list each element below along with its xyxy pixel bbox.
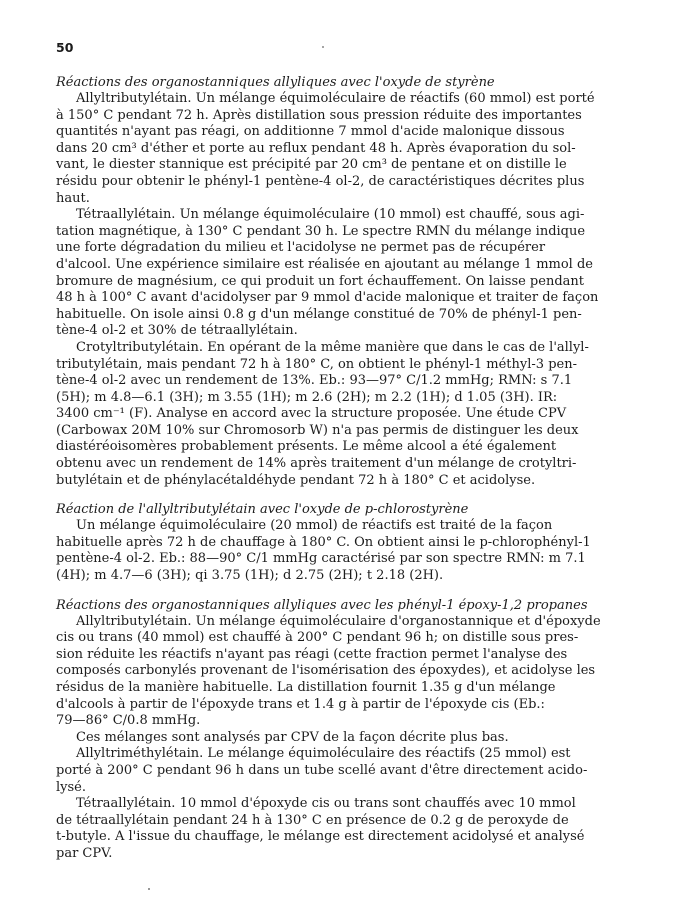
text-line: tributylétain, mais pendant 72 h à 180° C, on obtient le phényl-1 méthyl-3 pen-: [56, 356, 577, 372]
text-line: 48 h à 100° C avant d'acidolyser par 9 mmol d'acide malonique et traiter de façon: [56, 290, 599, 306]
text-line: Tétraallylétain. Un mélange équimoléculaire (10 mmol) est chauffé, sous agi-: [76, 207, 585, 223]
text-line: bromure de magnésium, ce qui produit un fort échauffement. On laisse pendant: [56, 273, 584, 289]
text-line: pentène-4 ol-2. Eb.: 88—90° C/1 mmHg caractérisé par son spectre RMN: m 7.1: [56, 551, 586, 567]
printer-dot-top: [322, 46, 324, 48]
text-line: cis ou trans (40 mmol) est chauffé à 200° C pendant 96 h; on distille sous pres-: [56, 630, 579, 646]
section-gap: [56, 489, 634, 501]
text-line: résidus de la manière habituelle. La distillation fournit 1.35 g d'un mélange: [56, 680, 556, 695]
text-line: par CPV.: [56, 845, 113, 861]
text-line: d'alcools à partir de l'époxyde trans et 1.4 g à partir de l'époxyde cis (Eb.:: [56, 696, 545, 712]
text-line: obtenu avec un rendement de 14% après traitement d'un mélange de crotyltri-: [56, 456, 577, 472]
text-line: de tétraallylétain pendant 24 h à 130° C en présence de 0.2 g de peroxyde de: [56, 812, 569, 828]
text-line: Crotyltributylétain. En opérant de la même manière que dans le cas de l'allyl-: [76, 339, 589, 355]
text-line: Tétraallylétain. 10 mmol d'époxyde cis ou trans sont chauffés avec 10 mmol: [76, 796, 576, 812]
text-line: Ces mélanges sont analysés par CPV de la façon décrite plus bas.: [76, 729, 509, 745]
text-line: Allyltributylétain. Un mélange équimoléculaire de réactifs (60 mmol) est porté: [76, 91, 595, 106]
text-line: t-butyle. A l'issue du chauffage, le mélange est directement acidolysé et analysé: [56, 829, 585, 845]
text-line: résidu pour obtenir le phényl-1 pentène-4 ol-2, de caractéristiques décrites plus: [56, 173, 585, 189]
text-line: sion réduite les réactifs n'ayant pas réagi (cette fraction permet l'analyse des: [56, 646, 568, 662]
section-heading: Réactions des organostanniques allyliques avec les phényl-1 époxy-1,2 propanes: [56, 597, 588, 613]
section-gap: [56, 585, 634, 597]
paragraph: [56, 730, 634, 747]
text-column: [56, 40, 634, 863]
text-line: habituelle après 72 h de chauffage à 180° C. On obtient ainsi le p-chlorophényl-1: [56, 534, 591, 550]
text-line: vant, le diester stannique est précipité par 20 cm³ de pentane et on distille le: [56, 157, 567, 173]
text-line: haut.: [56, 190, 90, 206]
paragraph: [56, 91, 634, 207]
text-line: dans 20 cm³ d'éther et porte au reflux pendant 48 h. Après évaporation du sol-: [56, 140, 576, 156]
text-line: butylétain et de phénylacétaldéhyde pendant 72 h à 180° C et acidolyse.: [56, 472, 536, 488]
text-line: (Carbowax 20M 10% sur Chromosorb W) n'a pas permis de distinguer les deux: [56, 422, 579, 438]
text-line: habituelle. On isole ainsi 0.8 g d'un mélange constitué de 70% de phényl-1 pen-: [56, 306, 582, 322]
text-line: composés carbonylés provenant de l'isomérisation des époxydes), et acidolyse les: [56, 663, 596, 679]
text-line: (5H); m 4.8—6.1 (3H); m 3.55 (1H); m 2.6 (2H); m 2.2 (1H); d 1.05 (3H). IR:: [56, 389, 558, 405]
sections-container: [56, 74, 634, 863]
text-line: Allyltributylétain. Un mélange équimoléculaire d'organostannique et d'époxyde: [76, 613, 601, 629]
text-line: diastéréoisomères probablement présents. Le même alcool a été également: [56, 439, 557, 455]
text-line: quantités n'ayant pas réagi, on additionne 7 mmol d'acide malonique dissous: [56, 124, 565, 140]
text-line: Un mélange équimoléculaire (20 mmol) de réactifs est traité de la façon: [76, 518, 553, 534]
text-line: tène-4 ol-2 avec un rendement de 13%. Eb.: 93—97° C/1.2 mmHg; RMN: s 7.1: [56, 373, 573, 389]
text-line: à 150° C pendant 72 h. Après distillation sous pression réduite des importantes: [56, 107, 582, 123]
paragraph: [56, 518, 634, 584]
text-line: (4H); m 4.7—6 (3H); qi 3.75 (1H); d 2.75 (2H); t 2.18 (2H).: [56, 568, 444, 584]
text-line: Allyltriméthylétain. Le mélange équimoléculaire des réactifs (25 mmol) est: [76, 746, 571, 762]
text-line: lysé.: [56, 779, 86, 795]
paragraph: [56, 207, 634, 340]
paragraph: [56, 796, 634, 862]
text-line: une forte dégradation du milieu et l'acidolyse ne permet pas de récupérer: [56, 240, 546, 256]
paragraph: [56, 746, 634, 796]
text-line: 3400 cm⁻¹ (F). Analyse en accord avec la structure proposée. Une étude CPV: [56, 406, 567, 422]
text-line: d'alcool. Une expérience similaire est réalisée en ajoutant au mélange 1 mmol de: [56, 256, 593, 272]
text-line: tène-4 ol-2 et 30% de tétraallylétain.: [56, 323, 298, 339]
text-line: 79—86° C/0.8 mmHg.: [56, 713, 201, 729]
paragraph: [56, 340, 634, 489]
section-heading: Réactions des organostanniques allyliques avec l'oxyde de styrène: [56, 75, 495, 90]
section-heading: Réaction de l'allyltributylétain avec l'oxyde de p-chlorostyrène: [56, 502, 469, 518]
text-line: tation magnétique, à 130° C pendant 30 h. Le spectre RMN du mélange indique: [56, 223, 586, 239]
paragraph: [56, 614, 634, 730]
printer-dot-bottom: [148, 888, 150, 890]
page-number: 50: [56, 40, 74, 55]
text-line: porté à 200° C pendant 96 h dans un tube scellé avant d'être directement acido-: [56, 762, 588, 778]
